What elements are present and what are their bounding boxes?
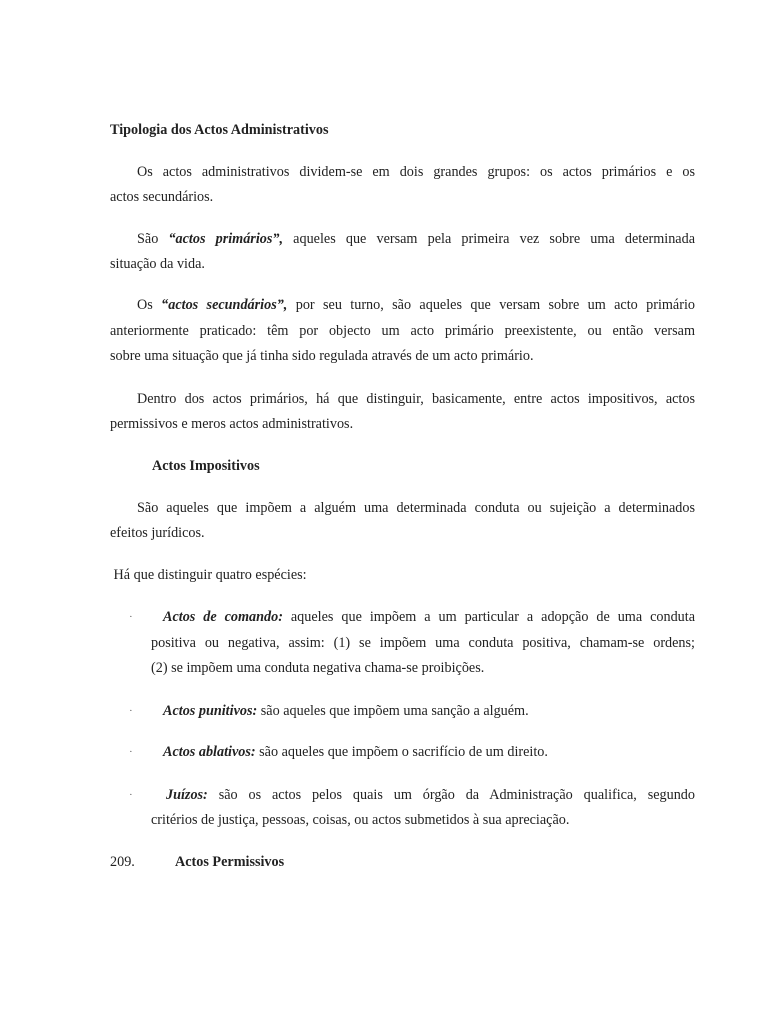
list-item-ablativos	[163, 743, 695, 761]
paragraph-1-line-2: actos secundários.	[110, 189, 214, 205]
heading-actos-permissivos: Actos Permissivos	[175, 854, 285, 870]
bullet-3: ·	[129, 746, 133, 758]
paragraph-2-line-2: situação da vida.	[110, 256, 205, 272]
item-juizos-text: são os actos pelos quais um órgão da Administração qualifica, segundo	[207, 787, 695, 803]
paragraph-3-line-2: anteriormente praticado: têm por objecto um acto primário preexistente, ou então versam	[110, 323, 695, 339]
bullet-4: ·	[129, 789, 133, 801]
item-ablativos-text: são aqueles que impõem o sacrifício de um direito.	[255, 744, 548, 760]
paragraph-2-post: aqueles que versam pela primeira vez sobre uma determinada	[283, 231, 695, 247]
paragraph-3-line-3: sobre uma situação que já tinha sido regulada através de um acto primário.	[110, 348, 534, 364]
paragraph-5-line-2: efeitos jurídicos.	[110, 525, 205, 541]
term-actos-de-comando: Actos de comando:	[163, 609, 283, 625]
item-comando-text: aqueles que impõem a um particular a adopção de uma conduta	[282, 609, 695, 625]
list-item-juizos-line-2: critérios de justiça, pessoas, coisas, ou actos submetidos à sua apreciação.	[151, 812, 570, 828]
paragraph-4-line-1: Dentro dos actos primários, há que distinguir, basicamente, entre actos impositivos, actos	[137, 391, 695, 407]
list-item-punitivos	[163, 702, 695, 720]
list-item-juizos-line-1	[166, 786, 695, 804]
document-title: Tipologia dos Actos Administrativos	[110, 122, 329, 138]
heading-actos-impositivos: Actos Impositivos	[152, 458, 260, 474]
list-item-comando-line-3: (2) se impõem uma conduta negativa chama-se proibições.	[151, 660, 485, 676]
section-number: 209.	[110, 854, 135, 870]
paragraph-3-pre: Os	[137, 297, 162, 313]
term-actos-secundarios: “actos secundários”,	[161, 297, 288, 313]
item-punitivos-text: são aqueles que impõem uma sanção a alguém.	[257, 703, 529, 719]
list-item-comando-line-2: positiva ou negativa, assim: (1) se impõem uma conduta positiva, chamam-se ordens;	[151, 635, 695, 651]
bullet-2: ·	[129, 705, 133, 717]
paragraph-3-line-1	[137, 296, 695, 314]
paragraph-6: Há que distinguir quatro espécies:	[110, 567, 307, 583]
term-actos-ablativos: Actos ablativos:	[163, 744, 256, 760]
list-item-comando-line-1	[163, 608, 695, 626]
paragraph-3-post: por seu turno, são aqueles que versam sobre um acto primário	[287, 297, 695, 313]
term-juizos: Juízos:	[166, 787, 208, 803]
bullet-1: ·	[129, 611, 133, 623]
term-actos-punitivos: Actos punitivos:	[163, 703, 258, 719]
term-actos-primarios: “actos primários”,	[168, 231, 284, 247]
paragraph-5-line-1: São aqueles que impõem a alguém uma determinada conduta ou sujeição a determinados	[137, 500, 695, 516]
paragraph-4-line-2: permissivos e meros actos administrativos.	[110, 416, 354, 432]
paragraph-2-line-1	[137, 230, 695, 248]
paragraph-1-line-1: Os actos administrativos dividem-se em dois grandes grupos: os actos primários e os	[137, 164, 695, 180]
paragraph-2-pre: São	[137, 231, 169, 247]
